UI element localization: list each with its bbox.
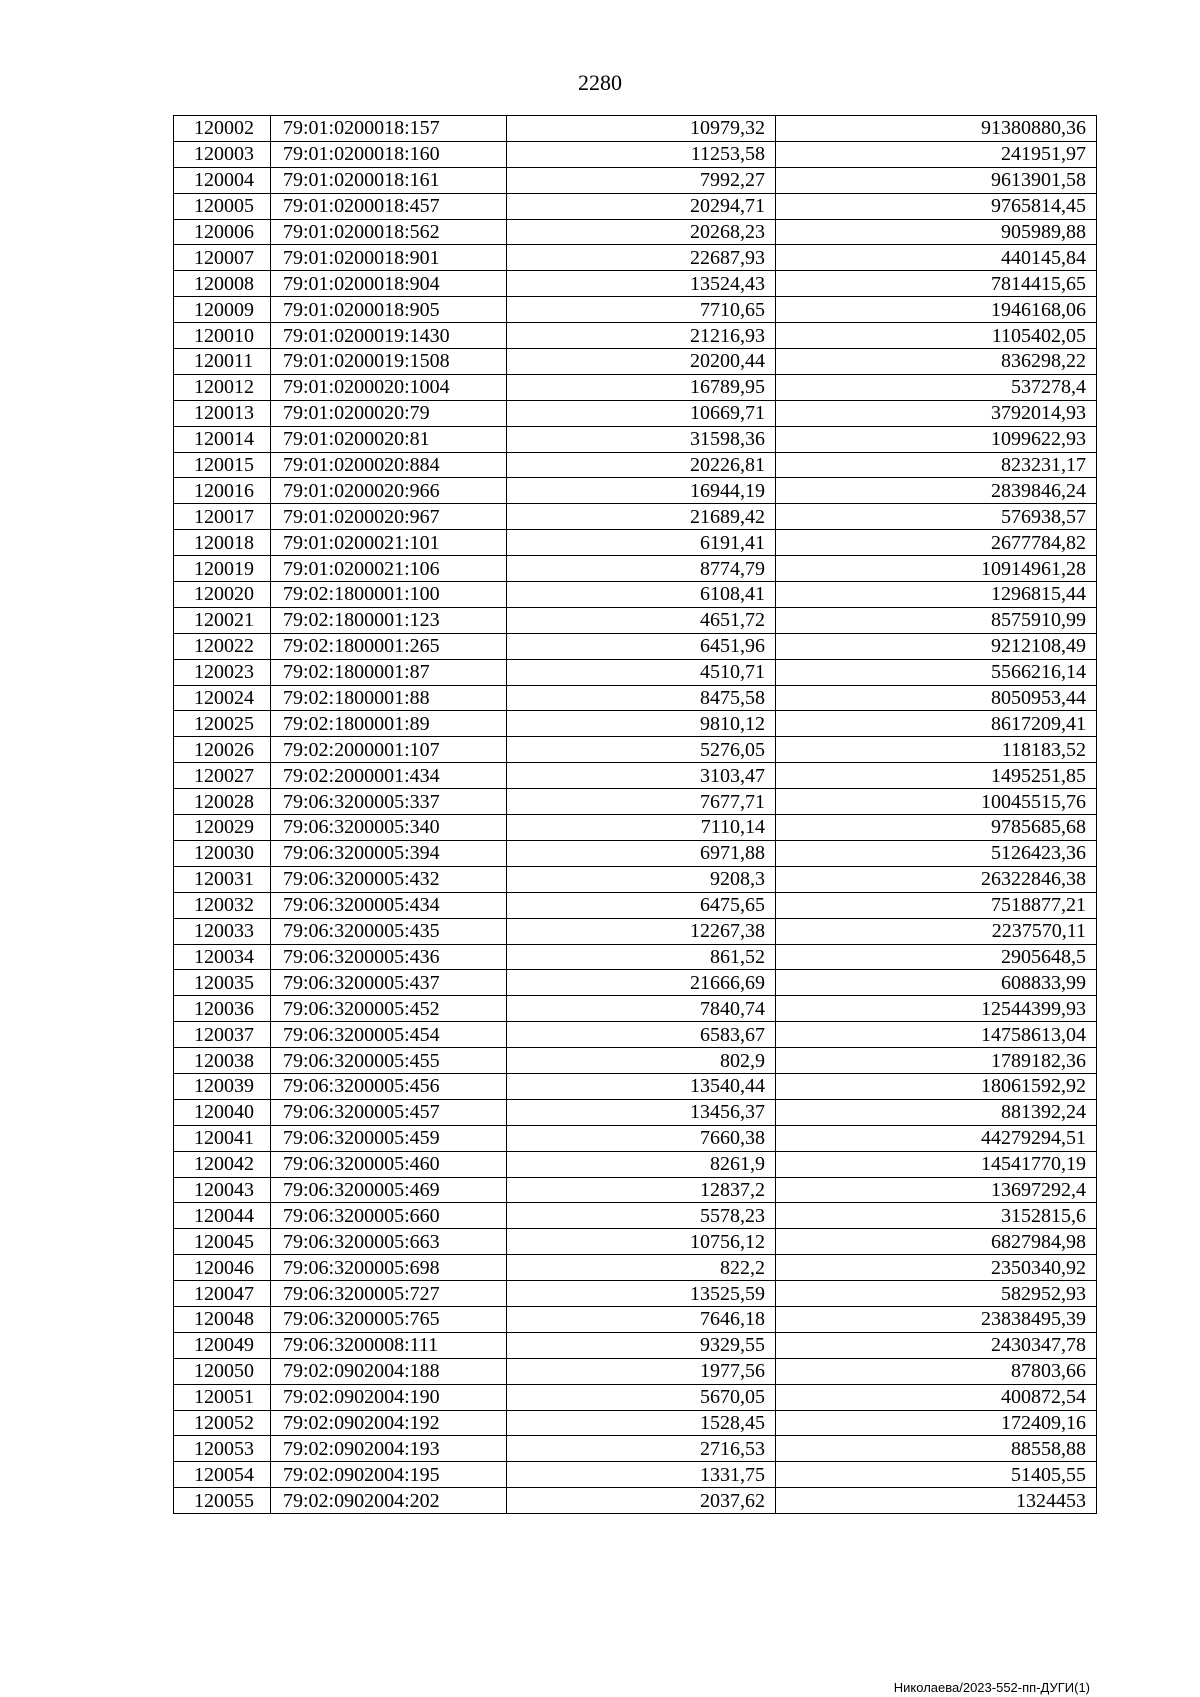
value-cell: 118183,52 — [776, 737, 1097, 763]
row-number-cell: 120027 — [174, 763, 271, 789]
table-row — [174, 219, 1097, 245]
value-cell: 440145,84 — [776, 245, 1097, 271]
table-row — [174, 116, 1097, 142]
row-number-cell: 120017 — [174, 504, 271, 530]
row-number-cell: 120049 — [174, 1332, 271, 1358]
table-row — [174, 349, 1097, 375]
row-number-cell: 120040 — [174, 1099, 271, 1125]
value-cell: 582952,93 — [776, 1281, 1097, 1307]
area-cell: 861,52 — [507, 944, 776, 970]
area-cell: 7646,18 — [507, 1306, 776, 1332]
value-cell: 881392,24 — [776, 1099, 1097, 1125]
cadastral-number-cell: 79:06:3200005:434 — [271, 892, 507, 918]
value-cell: 91380880,36 — [776, 116, 1097, 142]
area-cell: 7677,71 — [507, 789, 776, 815]
area-cell: 20294,71 — [507, 193, 776, 219]
cadastral-number-cell: 79:06:3200005:456 — [271, 1073, 507, 1099]
table-row — [174, 426, 1097, 452]
row-number-cell: 120052 — [174, 1410, 271, 1436]
cadastral-number-cell: 79:06:3200005:436 — [271, 944, 507, 970]
cadastral-number-cell: 79:06:3200005:432 — [271, 866, 507, 892]
cadastral-number-cell: 79:02:1800001:265 — [271, 633, 507, 659]
cadastral-number-cell: 79:06:3200005:469 — [271, 1177, 507, 1203]
table-row — [174, 478, 1097, 504]
cadastral-number-cell: 79:06:3200008:111 — [271, 1332, 507, 1358]
area-cell: 7710,65 — [507, 297, 776, 323]
cadastral-number-cell: 79:01:0200020:884 — [271, 452, 507, 478]
cadastral-number-cell: 79:06:3200005:663 — [271, 1229, 507, 1255]
cadastral-number-cell: 79:02:1800001:89 — [271, 711, 507, 737]
area-cell: 2716,53 — [507, 1436, 776, 1462]
area-cell: 822,2 — [507, 1255, 776, 1281]
cadastral-number-cell: 79:06:3200005:660 — [271, 1203, 507, 1229]
value-cell: 9613901,58 — [776, 167, 1097, 193]
value-cell: 12544399,93 — [776, 996, 1097, 1022]
table-row — [174, 1255, 1097, 1281]
row-number-cell: 120012 — [174, 374, 271, 400]
area-cell: 1331,75 — [507, 1462, 776, 1488]
table-row — [174, 582, 1097, 608]
cadastral-number-cell: 79:01:0200019:1430 — [271, 323, 507, 349]
row-number-cell: 120048 — [174, 1306, 271, 1332]
value-cell: 9212108,49 — [776, 633, 1097, 659]
value-cell: 3152815,6 — [776, 1203, 1097, 1229]
table-row — [174, 1151, 1097, 1177]
area-cell: 5670,05 — [507, 1384, 776, 1410]
table-row — [174, 556, 1097, 582]
cadastral-number-cell: 79:06:3200005:394 — [271, 840, 507, 866]
cadastral-number-cell: 79:06:3200005:454 — [271, 1022, 507, 1048]
row-number-cell: 120008 — [174, 271, 271, 297]
area-cell: 1528,45 — [507, 1410, 776, 1436]
row-number-cell: 120051 — [174, 1384, 271, 1410]
cadastral-number-cell: 79:02:1800001:123 — [271, 607, 507, 633]
value-cell: 8575910,99 — [776, 607, 1097, 633]
area-cell: 5276,05 — [507, 737, 776, 763]
row-number-cell: 120006 — [174, 219, 271, 245]
area-cell: 5578,23 — [507, 1203, 776, 1229]
row-number-cell: 120028 — [174, 789, 271, 815]
area-cell: 20200,44 — [507, 349, 776, 375]
table-body — [174, 116, 1097, 1514]
value-cell: 10914961,28 — [776, 556, 1097, 582]
cadastral-number-cell: 79:06:3200005:437 — [271, 970, 507, 996]
value-cell: 2430347,78 — [776, 1332, 1097, 1358]
table-row — [174, 400, 1097, 426]
table-row — [174, 504, 1097, 530]
area-cell: 16789,95 — [507, 374, 776, 400]
row-number-cell: 120024 — [174, 685, 271, 711]
value-cell: 1495251,85 — [776, 763, 1097, 789]
table-row — [174, 763, 1097, 789]
table-row — [174, 1384, 1097, 1410]
area-cell: 7110,14 — [507, 815, 776, 841]
area-cell: 1977,56 — [507, 1358, 776, 1384]
row-number-cell: 120032 — [174, 892, 271, 918]
cadastral-number-cell: 79:01:0200020:81 — [271, 426, 507, 452]
row-number-cell: 120053 — [174, 1436, 271, 1462]
row-number-cell: 120038 — [174, 1048, 271, 1074]
table-row — [174, 1306, 1097, 1332]
table-row — [174, 297, 1097, 323]
cadastral-number-cell: 79:01:0200018:562 — [271, 219, 507, 245]
table-row — [174, 944, 1097, 970]
row-number-cell: 120004 — [174, 167, 271, 193]
cadastral-number-cell: 79:01:0200021:106 — [271, 556, 507, 582]
table-row — [174, 1073, 1097, 1099]
row-number-cell: 120020 — [174, 582, 271, 608]
value-cell: 9785685,68 — [776, 815, 1097, 841]
row-number-cell: 120019 — [174, 556, 271, 582]
table-row — [174, 866, 1097, 892]
area-cell: 22687,93 — [507, 245, 776, 271]
value-cell: 18061592,92 — [776, 1073, 1097, 1099]
table-row — [174, 737, 1097, 763]
row-number-cell: 120043 — [174, 1177, 271, 1203]
table-row — [174, 1332, 1097, 1358]
table-row — [174, 452, 1097, 478]
value-cell: 836298,22 — [776, 349, 1097, 375]
value-cell: 3792014,93 — [776, 400, 1097, 426]
cadastral-number-cell: 79:02:1800001:88 — [271, 685, 507, 711]
area-cell: 6475,65 — [507, 892, 776, 918]
row-number-cell: 120031 — [174, 866, 271, 892]
page-number: 2280 — [578, 70, 622, 95]
area-cell: 9810,12 — [507, 711, 776, 737]
value-cell: 1099622,93 — [776, 426, 1097, 452]
table-row — [174, 323, 1097, 349]
area-cell: 10756,12 — [507, 1229, 776, 1255]
value-cell: 400872,54 — [776, 1384, 1097, 1410]
cadastral-number-cell: 79:02:2000001:107 — [271, 737, 507, 763]
value-cell: 1946168,06 — [776, 297, 1097, 323]
cadastral-number-cell: 79:02:0902004:190 — [271, 1384, 507, 1410]
area-cell: 6108,41 — [507, 582, 776, 608]
cadastral-number-cell: 79:02:0902004:195 — [271, 1462, 507, 1488]
value-cell: 14541770,19 — [776, 1151, 1097, 1177]
area-cell: 21216,93 — [507, 323, 776, 349]
area-cell: 10979,32 — [507, 116, 776, 142]
area-cell: 2037,62 — [507, 1488, 776, 1514]
cadastral-number-cell: 79:01:0200018:157 — [271, 116, 507, 142]
value-cell: 823231,17 — [776, 452, 1097, 478]
table-row — [174, 815, 1097, 841]
cadastral-number-cell: 79:01:0200019:1508 — [271, 349, 507, 375]
table-row — [174, 1358, 1097, 1384]
area-cell: 12267,38 — [507, 918, 776, 944]
row-number-cell: 120029 — [174, 815, 271, 841]
table-row — [174, 996, 1097, 1022]
value-cell: 1296815,44 — [776, 582, 1097, 608]
area-cell: 802,9 — [507, 1048, 776, 1074]
table-row — [174, 141, 1097, 167]
value-cell: 608833,99 — [776, 970, 1097, 996]
cadastral-number-cell: 79:01:0200020:967 — [271, 504, 507, 530]
cadastral-number-cell: 79:02:0902004:202 — [271, 1488, 507, 1514]
cadastral-number-cell: 79:06:3200005:340 — [271, 815, 507, 841]
value-cell: 5126423,36 — [776, 840, 1097, 866]
cadastral-number-cell: 79:06:3200005:698 — [271, 1255, 507, 1281]
row-number-cell: 120016 — [174, 478, 271, 504]
value-cell: 1789182,36 — [776, 1048, 1097, 1074]
area-cell: 3103,47 — [507, 763, 776, 789]
table-row — [174, 193, 1097, 219]
table-row — [174, 1488, 1097, 1514]
row-number-cell: 120023 — [174, 659, 271, 685]
row-number-cell: 120044 — [174, 1203, 271, 1229]
cadastral-number-cell: 79:02:0902004:192 — [271, 1410, 507, 1436]
table-row — [174, 1436, 1097, 1462]
value-cell: 2237570,11 — [776, 918, 1097, 944]
cadastral-number-cell: 79:01:0200018:160 — [271, 141, 507, 167]
row-number-cell: 120022 — [174, 633, 271, 659]
cadastral-number-cell: 79:06:3200005:765 — [271, 1306, 507, 1332]
row-number-cell: 120015 — [174, 452, 271, 478]
cadastral-number-cell: 79:02:2000001:434 — [271, 763, 507, 789]
value-cell: 88558,88 — [776, 1436, 1097, 1462]
row-number-cell: 120007 — [174, 245, 271, 271]
area-cell: 13524,43 — [507, 271, 776, 297]
area-cell: 7660,38 — [507, 1125, 776, 1151]
value-cell: 14758613,04 — [776, 1022, 1097, 1048]
area-cell: 13525,59 — [507, 1281, 776, 1307]
cadastral-number-cell: 79:01:0200020:79 — [271, 400, 507, 426]
value-cell: 537278,4 — [776, 374, 1097, 400]
area-cell: 13540,44 — [507, 1073, 776, 1099]
table-row — [174, 1048, 1097, 1074]
row-number-cell: 120041 — [174, 1125, 271, 1151]
value-cell: 7518877,21 — [776, 892, 1097, 918]
row-number-cell: 120046 — [174, 1255, 271, 1281]
area-cell: 9208,3 — [507, 866, 776, 892]
table-row — [174, 1203, 1097, 1229]
cadastral-number-cell: 79:02:0902004:193 — [271, 1436, 507, 1462]
value-cell: 576938,57 — [776, 504, 1097, 530]
value-cell: 172409,16 — [776, 1410, 1097, 1436]
table-row — [174, 245, 1097, 271]
row-number-cell: 120054 — [174, 1462, 271, 1488]
row-number-cell: 120009 — [174, 297, 271, 323]
row-number-cell: 120025 — [174, 711, 271, 737]
cadastral-number-cell: 79:01:0200018:904 — [271, 271, 507, 297]
row-number-cell: 120005 — [174, 193, 271, 219]
cadastral-number-cell: 79:06:3200005:727 — [271, 1281, 507, 1307]
cadastral-number-cell: 79:06:3200005:459 — [271, 1125, 507, 1151]
row-number-cell: 120035 — [174, 970, 271, 996]
area-cell: 8475,58 — [507, 685, 776, 711]
value-cell: 5566216,14 — [776, 659, 1097, 685]
row-number-cell: 120033 — [174, 918, 271, 944]
area-cell: 9329,55 — [507, 1332, 776, 1358]
row-number-cell: 120026 — [174, 737, 271, 763]
value-cell: 6827984,98 — [776, 1229, 1097, 1255]
cadastral-number-cell: 79:06:3200005:452 — [271, 996, 507, 1022]
table-row — [174, 685, 1097, 711]
area-cell: 7840,74 — [507, 996, 776, 1022]
table-row — [174, 1281, 1097, 1307]
row-number-cell: 120036 — [174, 996, 271, 1022]
value-cell: 8050953,44 — [776, 685, 1097, 711]
row-number-cell: 120039 — [174, 1073, 271, 1099]
value-cell: 2677784,82 — [776, 530, 1097, 556]
area-cell: 4651,72 — [507, 607, 776, 633]
table-row — [174, 1099, 1097, 1125]
cadastral-number-cell: 79:01:0200018:901 — [271, 245, 507, 271]
area-cell: 21689,42 — [507, 504, 776, 530]
cadastral-number-cell: 79:06:3200005:460 — [271, 1151, 507, 1177]
cadastral-number-cell: 79:06:3200005:455 — [271, 1048, 507, 1074]
cadastral-number-cell: 79:06:3200005:457 — [271, 1099, 507, 1125]
row-number-cell: 120013 — [174, 400, 271, 426]
value-cell: 2839846,24 — [776, 478, 1097, 504]
value-cell: 1105402,05 — [776, 323, 1097, 349]
area-cell: 16944,19 — [507, 478, 776, 504]
cadastral-number-cell: 79:01:0200018:161 — [271, 167, 507, 193]
area-cell: 13456,37 — [507, 1099, 776, 1125]
cadastral-number-cell: 79:01:0200021:101 — [271, 530, 507, 556]
cadastral-number-cell: 79:01:0200020:966 — [271, 478, 507, 504]
table-row — [174, 607, 1097, 633]
row-number-cell: 120030 — [174, 840, 271, 866]
value-cell: 7814415,65 — [776, 271, 1097, 297]
row-number-cell: 120003 — [174, 141, 271, 167]
area-cell: 4510,71 — [507, 659, 776, 685]
table-row — [174, 1125, 1097, 1151]
table-row — [174, 892, 1097, 918]
area-cell: 20268,23 — [507, 219, 776, 245]
value-cell: 10045515,76 — [776, 789, 1097, 815]
row-number-cell: 120010 — [174, 323, 271, 349]
area-cell: 6971,88 — [507, 840, 776, 866]
area-cell: 31598,36 — [507, 426, 776, 452]
cadastral-number-cell: 79:01:0200018:905 — [271, 297, 507, 323]
value-cell: 241951,97 — [776, 141, 1097, 167]
row-number-cell: 120037 — [174, 1022, 271, 1048]
table-row — [174, 1462, 1097, 1488]
row-number-cell: 120014 — [174, 426, 271, 452]
value-cell: 87803,66 — [776, 1358, 1097, 1384]
row-number-cell: 120011 — [174, 349, 271, 375]
area-cell: 20226,81 — [507, 452, 776, 478]
value-cell: 905989,88 — [776, 219, 1097, 245]
area-cell: 8774,79 — [507, 556, 776, 582]
area-cell: 6451,96 — [507, 633, 776, 659]
table-row — [174, 271, 1097, 297]
value-cell: 44279294,51 — [776, 1125, 1097, 1151]
area-cell: 7992,27 — [507, 167, 776, 193]
cadastral-number-cell: 79:02:1800001:87 — [271, 659, 507, 685]
cadastral-number-cell: 79:02:0902004:188 — [271, 1358, 507, 1384]
table-row — [174, 659, 1097, 685]
table-row — [174, 633, 1097, 659]
row-number-cell: 120042 — [174, 1151, 271, 1177]
value-cell: 23838495,39 — [776, 1306, 1097, 1332]
value-cell: 2350340,92 — [776, 1255, 1097, 1281]
row-number-cell: 120018 — [174, 530, 271, 556]
table-row — [174, 1229, 1097, 1255]
row-number-cell: 120021 — [174, 607, 271, 633]
table-row — [174, 1022, 1097, 1048]
table-row — [174, 374, 1097, 400]
area-cell: 11253,58 — [507, 141, 776, 167]
table-row — [174, 789, 1097, 815]
cadastral-number-cell: 79:06:3200005:435 — [271, 918, 507, 944]
value-cell: 51405,55 — [776, 1462, 1097, 1488]
table-row — [174, 1177, 1097, 1203]
value-cell: 2905648,5 — [776, 944, 1097, 970]
cadastral-number-cell: 79:06:3200005:337 — [271, 789, 507, 815]
table-row — [174, 918, 1097, 944]
row-number-cell: 120055 — [174, 1488, 271, 1514]
row-number-cell: 120050 — [174, 1358, 271, 1384]
area-cell: 6191,41 — [507, 530, 776, 556]
value-cell: 26322846,38 — [776, 866, 1097, 892]
area-cell: 10669,71 — [507, 400, 776, 426]
table-row — [174, 1410, 1097, 1436]
area-cell: 12837,2 — [507, 1177, 776, 1203]
area-cell: 8261,9 — [507, 1151, 776, 1177]
area-cell: 21666,69 — [507, 970, 776, 996]
table-row — [174, 167, 1097, 193]
table-row — [174, 711, 1097, 737]
table-row — [174, 970, 1097, 996]
value-cell: 8617209,41 — [776, 711, 1097, 737]
table-row — [174, 840, 1097, 866]
row-number-cell: 120034 — [174, 944, 271, 970]
row-number-cell: 120045 — [174, 1229, 271, 1255]
cadastral-number-cell: 79:02:1800001:100 — [271, 582, 507, 608]
value-cell: 1324453 — [776, 1488, 1097, 1514]
footer-reference: Николаева/2023-552-пп-ДУГИ(1) — [893, 1680, 1090, 1695]
value-cell: 13697292,4 — [776, 1177, 1097, 1203]
table-row — [174, 530, 1097, 556]
cadastral-number-cell: 79:01:0200020:1004 — [271, 374, 507, 400]
value-cell: 9765814,45 — [776, 193, 1097, 219]
cadastral-table — [173, 115, 1097, 1514]
row-number-cell: 120002 — [174, 116, 271, 142]
cadastral-number-cell: 79:01:0200018:457 — [271, 193, 507, 219]
area-cell: 6583,67 — [507, 1022, 776, 1048]
row-number-cell: 120047 — [174, 1281, 271, 1307]
